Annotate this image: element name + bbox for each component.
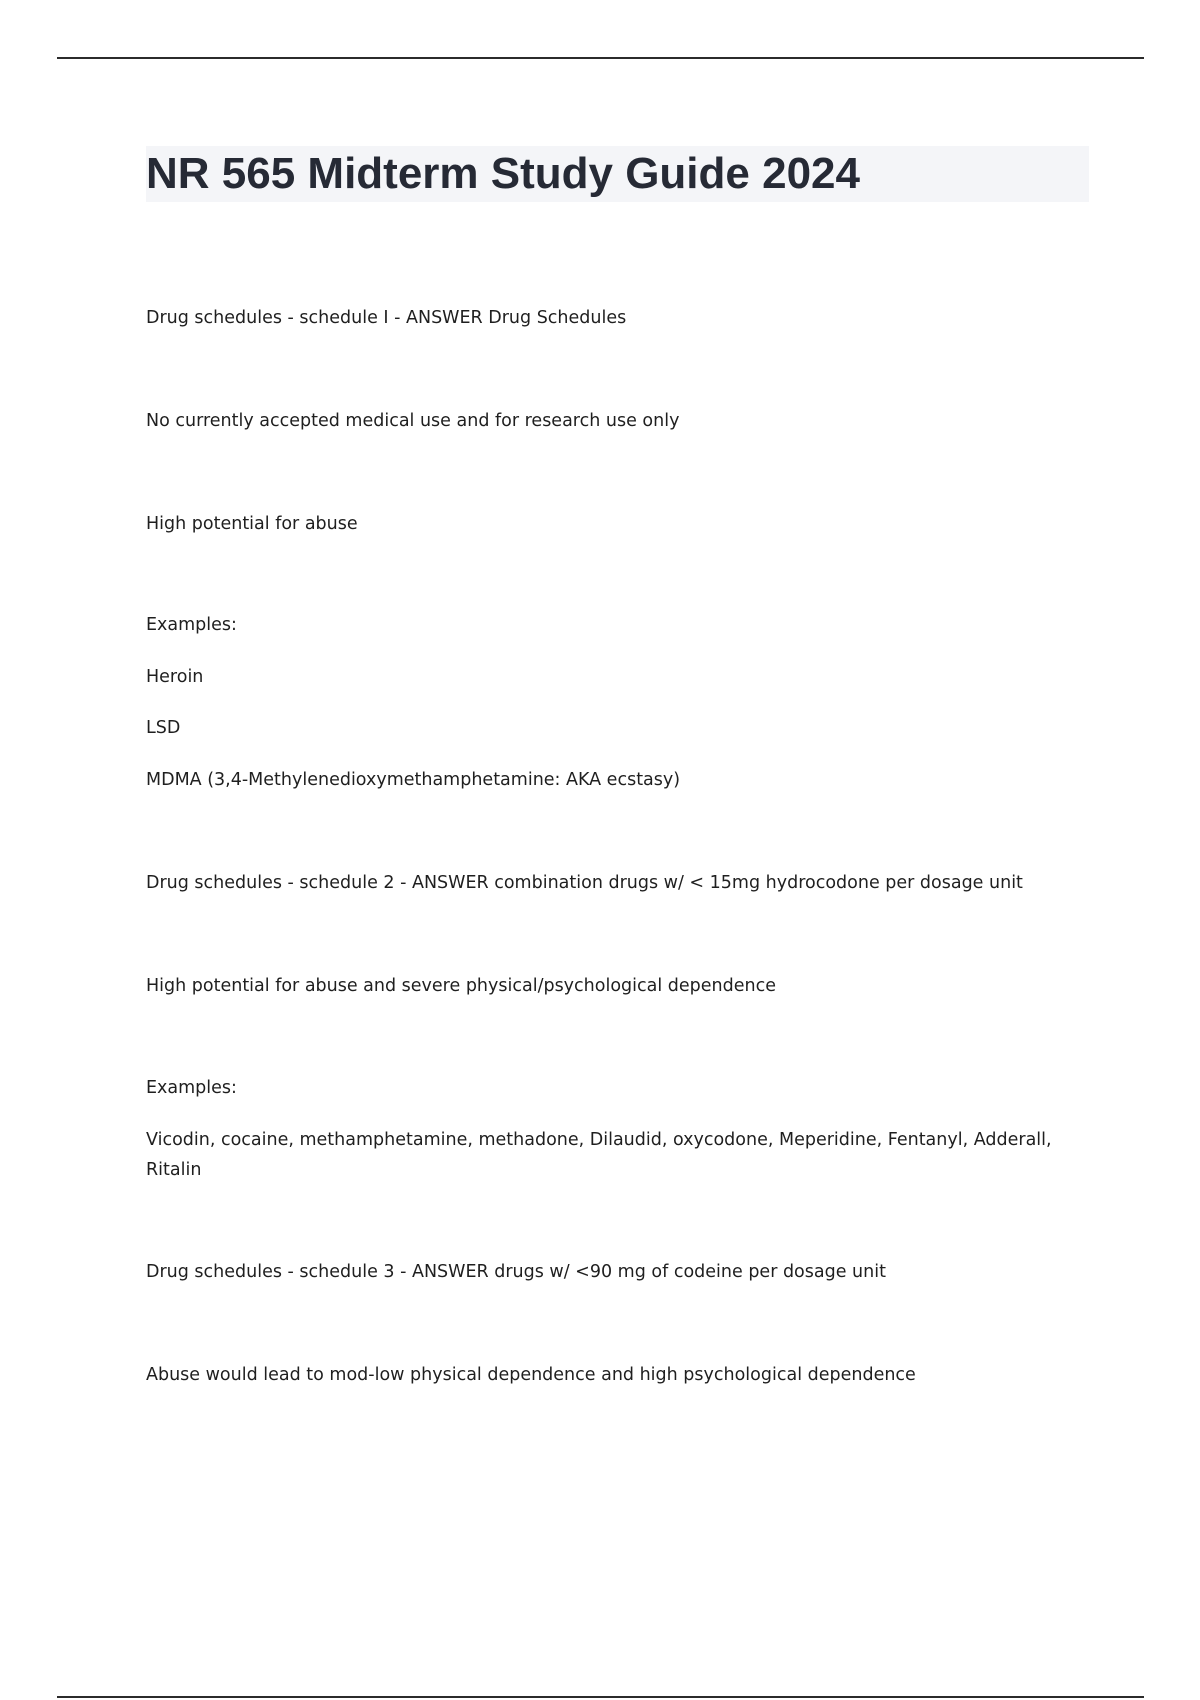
schedule-2-examples-list: Vicodin, cocaine, methamphetamine, methadone, Dilaudid, oxycodone, Meperidine, Fentanyl, Adderall, Ritalin xyxy=(146,1130,1052,1180)
header-rule xyxy=(57,57,1144,59)
schedule-1-question: Drug schedules - schedule I - ANSWER Drug Schedules xyxy=(146,308,627,328)
schedule-1-medical-use: No currently accepted medical use and for research use only xyxy=(146,411,680,431)
schedule-3-question: Drug schedules - schedule 3 - ANSWER drugs w/ <90 mg of codeine per dosage unit xyxy=(146,1262,886,1282)
schedule-2-question: Drug schedules - schedule 2 - ANSWER combination drugs w/ < 15mg hydrocodone per dosage unit xyxy=(146,873,1023,893)
schedule-1-example-lsd: LSD xyxy=(146,718,181,738)
schedule-1-example-heroin: Heroin xyxy=(146,667,204,687)
schedule-2-abuse-potential: High potential for abuse and severe physical/psychological dependence xyxy=(146,976,776,996)
schedule-2-examples-heading: Examples: xyxy=(146,1078,237,1098)
document-title: NR 565 Midterm Study Guide 2024 xyxy=(146,149,860,198)
schedule-1-abuse-potential: High potential for abuse xyxy=(146,514,358,534)
footer-rule xyxy=(57,1696,1144,1698)
schedule-1-examples-heading: Examples: xyxy=(146,615,237,635)
schedule-3-dependence: Abuse would lead to mod-low physical dependence and high psychological dependence xyxy=(146,1365,916,1385)
schedule-1-example-mdma: MDMA (3,4-Methylenedioxymethamphetamine: AKA ecstasy) xyxy=(146,770,681,790)
